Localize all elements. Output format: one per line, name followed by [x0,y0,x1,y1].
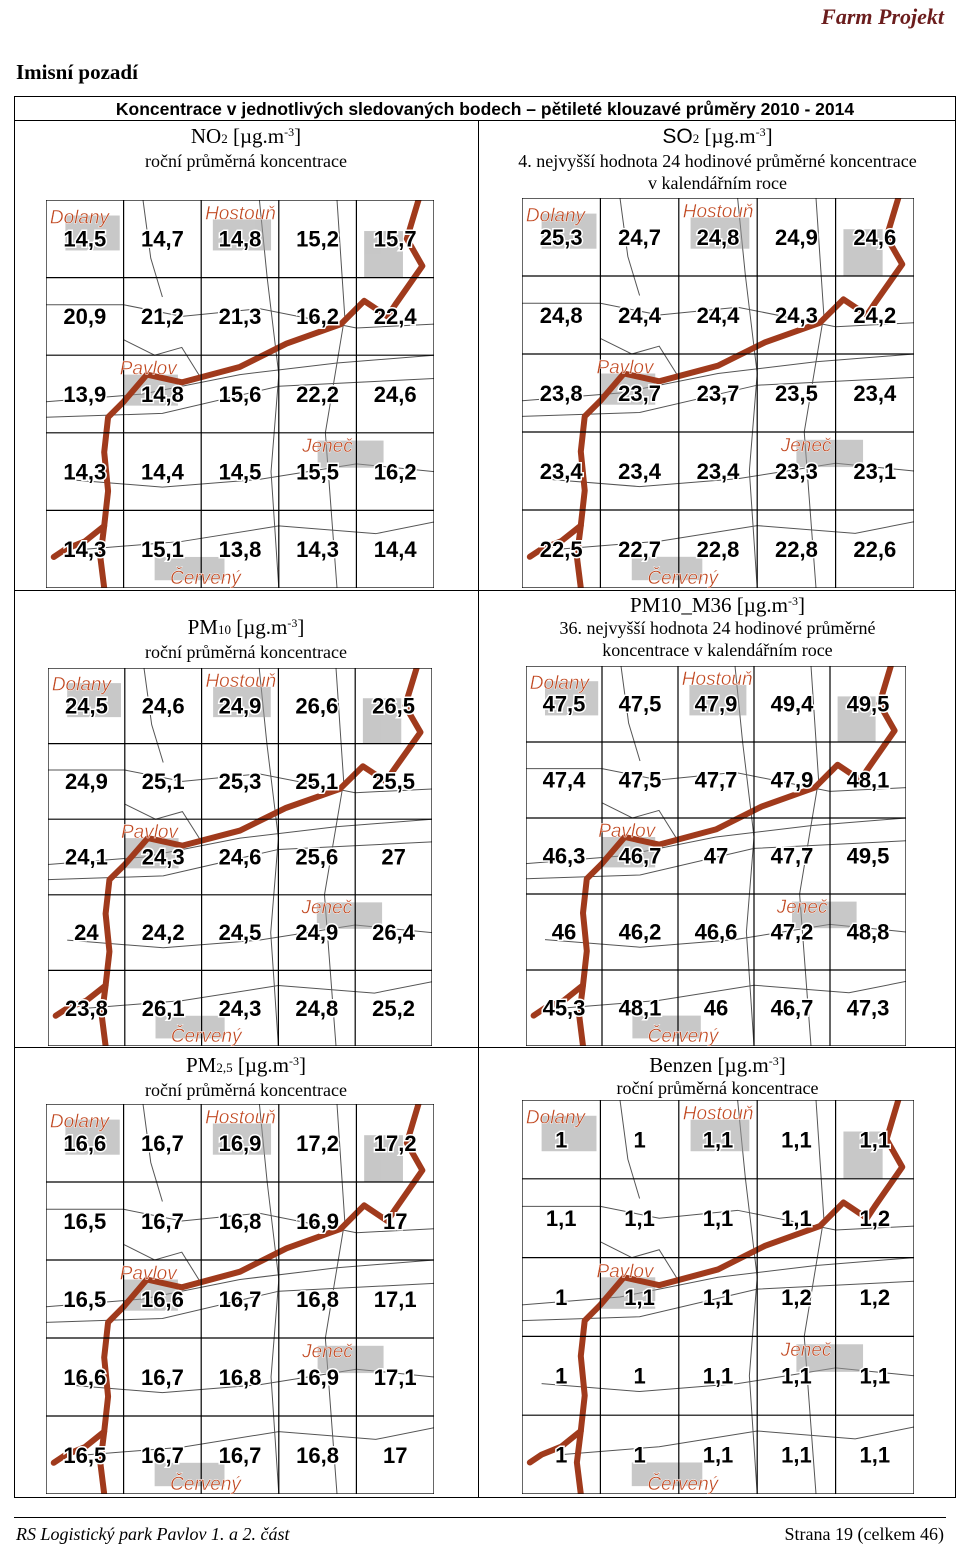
place-label-jenec: Jeneč [301,897,353,919]
place-label-jenec: Jeneč [302,436,353,458]
cell-value: 1,1 [545,1206,577,1232]
pollutant-subscript: 10 [217,622,231,637]
unit-close: ] [797,593,805,617]
unit-close: ] [765,124,773,148]
cell-value: 24,9 [64,768,108,794]
cell-value: 16,5 [63,1208,107,1234]
map-canvas [522,198,914,588]
panel-description: 4. nejvyšší hodnota 24 hodinové průměrné koncentrace [518,151,917,171]
cell-value: 47,2 [770,919,814,945]
panel-title-pm10 [14,612,478,663]
panel-title-benzen [479,1050,956,1099]
pollutant-name: NO [190,124,222,148]
cell-value: 1,1 [859,1127,891,1153]
place-label-jenec: Jeneč [302,1341,353,1363]
place-label-hostoun: Hostouň [682,201,754,223]
cell-value: 16,8 [218,1208,262,1234]
cell-value: 26,1 [141,995,185,1021]
cell-value: 13,9 [63,381,107,407]
place-label-jenec: Jeneč [780,435,832,457]
cell-value: 48,1 [846,767,890,793]
cell-value: 47,3 [846,995,890,1021]
cell-value: 24,6 [218,844,262,870]
cell-value: 24,9 [218,693,262,719]
cell-value: 17,1 [373,1364,417,1390]
cell-value: 1,2 [859,1206,891,1232]
pollutant-subscript: 2,5 [216,1060,233,1075]
place-label-dolany: Dolany [525,1107,586,1129]
cell-value: 26,6 [295,693,339,719]
panel-description: roční průměrná koncentrace [616,1078,819,1098]
cell-value: 16,9 [218,1130,262,1156]
cell-value: 1,1 [624,1206,655,1232]
cell-value: 24,1 [64,844,108,870]
cell-value: 1,1 [702,1127,734,1153]
panel-description-cont: koncentrace v kalendářním roce [602,640,833,660]
cell-value: 16,2 [296,304,340,330]
cell-value: 20,9 [63,304,107,330]
cell-value: 16,7 [218,1286,262,1312]
cell-value: 1,1 [702,1284,734,1310]
cell-value: 16,7 [140,1130,184,1156]
concentration-map-pm10m36 [526,666,906,1046]
cell-value: 1,1 [781,1206,812,1232]
cell-value: 24,8 [539,302,583,328]
cell-value: 23,4 [696,458,740,484]
road [259,668,278,1046]
cell-value: 24,8 [696,224,740,250]
place-label-hostoun: Hostouň [681,669,753,690]
cell-value: 1 [555,1442,568,1468]
cell-value: 45,3 [542,995,586,1021]
cell-value: 23,8 [64,995,108,1021]
cell-value: 1,1 [624,1284,655,1310]
cell-value: 15,2 [296,226,340,252]
cell-value: 46,2 [618,919,662,945]
place-label-hostoun: Hostouň [682,1103,754,1125]
cell-value: 15,1 [140,536,184,562]
cell-value: 24,5 [64,693,108,719]
road [738,198,758,588]
cell-value: 14,4 [373,536,417,562]
concentration-map-so2 [522,198,914,588]
cell-value: 46,7 [770,995,814,1021]
panel-description: roční průměrná koncentrace [145,151,347,171]
cell-value: 23,4 [618,458,662,484]
panel-description: roční průměrná koncentrace [145,1080,347,1100]
cell-value: 23,3 [774,458,818,484]
cell-value: 22,4 [373,304,417,330]
cell-value: 47,9 [694,691,738,717]
unit-exponent: -3 [755,125,766,139]
cell-value: 16,5 [63,1286,107,1312]
section-title: Imisní pozadí [16,60,138,84]
cell-value: 17,1 [373,1286,417,1312]
panel-unit-line [14,612,478,641]
place-label-dolany: Dolany [525,205,586,227]
place-label-pavlov: Pavlov [596,1261,654,1283]
cell-value: 16,7 [140,1364,184,1390]
cell-value: 25,2 [372,995,416,1021]
cell-value: 1,1 [859,1442,891,1468]
cell-value: 14,8 [140,381,184,407]
place-label-dolany: Dolany [49,207,110,229]
unit-label: [µg.m [227,124,285,148]
cell-value: 1 [633,1127,646,1153]
unit-label: [µg.m [699,124,756,148]
concentration-map-no2 [46,200,434,588]
row-divider [14,1047,956,1048]
cell-value: 15,5 [296,459,340,485]
cell-value: 23,4 [853,380,897,406]
panel-title-no2 [14,121,478,172]
place-label-pavlov: Pavlov [119,358,177,380]
cell-value: 47,5 [542,691,586,717]
cell-value: 24,4 [696,302,740,328]
unit-exponent: -3 [287,616,298,630]
cell-value: 1,2 [859,1284,891,1310]
place-label-jenec: Jeneč [780,1340,832,1362]
unit-close: ] [778,1053,786,1077]
cell-value: 16,6 [63,1364,107,1390]
concentration-map-pm10 [48,668,432,1046]
road [738,1100,758,1494]
pollutant-name: Benzen [649,1053,713,1077]
cell-value: 1 [633,1363,646,1389]
panel-description: 36. nejvyšší hodnota 24 hodinové průměrné [559,618,876,638]
cell-value: 1,1 [859,1363,891,1389]
panel-unit-line [479,590,956,617]
pollutant-name: SO [662,125,693,148]
cell-value: 1,1 [702,1442,734,1468]
place-label-cerveny: Červený [647,1026,719,1046]
cell-value: 47,7 [694,767,738,793]
place-label-jenec: Jeneč [776,897,828,918]
cell-value: 17,2 [373,1130,417,1156]
panel-unit-line [14,1050,478,1079]
unit-label: [µg.m [232,1053,290,1077]
place-label-dolany: Dolany [529,672,589,694]
cell-value: 21,2 [140,304,184,330]
footer-document-title: RS Logistický park Pavlov 1. a 2. část [16,1524,290,1544]
cell-value: 25,5 [372,768,416,794]
cell-value: 48,8 [846,919,890,945]
pollutant-name: PM [187,615,218,639]
unit-label: [µg.m [712,1053,769,1077]
cell-value: 23,4 [539,458,583,484]
panel-description: roční průměrná koncentrace [145,642,347,662]
cell-value: 21,3 [218,304,262,330]
planned-route-branch [577,1431,581,1494]
cell-value: 22,6 [853,536,897,562]
cell-value: 24,8 [295,995,339,1021]
cell-value: 13,8 [218,536,262,562]
company-name: Farm Projekt [821,4,944,29]
cell-value: 14,7 [140,226,184,252]
cell-value: 24,3 [774,302,818,328]
cell-value: 14,5 [218,459,262,485]
cell-value: 23,1 [853,458,897,484]
unit-exponent: -3 [787,594,798,608]
cell-value: 1,1 [702,1206,734,1232]
footer-page-number: Strana 19 (celkem 46) [784,1524,944,1544]
cell-value: 1,1 [781,1363,812,1389]
cell-value: 22,7 [618,536,662,562]
cell-value: 24,2 [141,920,185,946]
cell-value: 23,7 [696,380,740,406]
cell-value: 46,3 [542,843,586,869]
cell-value: 24,5 [218,920,262,946]
concentration-map-benzen [522,1100,914,1494]
cell-value: 16,7 [140,1442,184,1468]
cell-value: 25,1 [295,768,339,794]
cell-value: 22,2 [296,381,340,407]
panel-title-so2 [479,121,956,194]
cell-value: 16,8 [296,1286,340,1312]
footer-divider [14,1517,946,1518]
panel-title-pm10m36 [479,590,956,661]
cell-value: 24,6 [853,224,897,250]
cell-value: 24,3 [141,844,185,870]
cell-value: 46 [703,995,729,1021]
cell-value: 27 [381,844,406,870]
cell-value: 17 [382,1208,408,1234]
cell-value: 1 [633,1442,646,1468]
cell-value: 14,4 [140,459,184,485]
cell-value: 24,9 [774,224,818,250]
unit-exponent: -3 [289,1054,300,1068]
cell-value: 23,7 [618,380,662,406]
cell-value: 48,1 [618,995,662,1021]
cell-value: 1,1 [702,1363,734,1389]
panel-description-cont: v kalendářním roce [648,173,787,193]
unit-exponent: -3 [768,1054,779,1068]
cell-value: 14,8 [218,226,262,252]
place-label-cerveny: Červený [170,568,241,588]
cell-value: 47,4 [542,767,586,793]
concentration-map-pm25 [46,1104,434,1494]
place-label-cerveny: Červený [647,568,719,588]
place-label-pavlov: Pavlov [120,822,178,844]
cell-value: 1 [555,1127,568,1153]
place-label-cerveny: Červený [647,1474,719,1494]
cell-value: 15,6 [218,381,262,407]
pollutant-name: PM [185,1053,217,1077]
cell-value: 23,5 [774,380,818,406]
cell-value: 17,2 [296,1130,340,1156]
cell-value: 14,3 [63,459,107,485]
cell-value: 46,7 [618,843,662,869]
cell-value: 47,7 [770,843,814,869]
cell-value: 1,1 [781,1442,812,1468]
cell-value: 16,7 [218,1442,262,1468]
cell-value: 24,6 [141,693,185,719]
panel-title-pm25 [14,1050,478,1101]
place-label-hostoun: Hostouň [205,203,276,225]
place-label-dolany: Dolany [51,674,111,696]
cell-value: 1 [555,1284,568,1310]
map-canvas [526,666,906,1046]
cell-value: 24,2 [853,302,897,328]
cell-value: 22,8 [774,536,818,562]
cell-value: 24,7 [618,224,662,250]
place-label-pavlov: Pavlov [596,357,654,379]
cell-value: 47 [703,843,729,869]
cell-value: 22,5 [539,536,583,562]
cell-value: 49,5 [846,843,890,869]
cell-value: 24,6 [373,381,417,407]
cell-value: 14,3 [296,536,340,562]
cell-value: 16,6 [63,1130,107,1156]
cell-value: 16,9 [296,1208,340,1234]
cell-value: 16,5 [63,1442,107,1468]
cell-value: 1,1 [781,1127,812,1153]
cell-value: 16,9 [296,1364,340,1390]
cell-value: 49,5 [846,691,890,717]
cell-value: 47,9 [770,767,814,793]
cell-value: 23,8 [539,380,583,406]
cell-value: 24 [74,920,99,946]
cell-value: 26,5 [372,693,416,719]
cell-value: 16,6 [140,1286,184,1312]
map-canvas [522,1100,914,1494]
place-label-pavlov: Pavlov [598,821,656,842]
cell-value: 14,3 [63,536,107,562]
table-caption: Koncentrace v jednotlivých sledovaných bodech – pětileté klouzavé průměry 2010 - 2014 [14,97,956,121]
panel-unit-line [14,121,478,150]
pollutant-name: PM10_M36 [630,593,732,617]
cell-value: 14,5 [63,226,107,252]
cell-value: 25,3 [218,768,262,794]
cell-value: 16,7 [140,1208,184,1234]
unit-close: ] [299,1053,307,1077]
column-divider [478,121,479,1497]
cell-value: 25,6 [295,844,339,870]
cell-value: 49,4 [770,691,814,717]
road [259,200,278,588]
panel-unit-line [479,121,956,150]
cell-value: 17 [382,1442,408,1468]
cell-value: 46 [551,919,577,945]
cell-value: 24,4 [618,302,662,328]
map-canvas [46,1104,434,1494]
place-label-hostoun: Hostouň [205,670,277,692]
place-label-pavlov: Pavlov [119,1263,177,1285]
cell-value: 24,9 [295,920,339,946]
cell-value: 25,3 [539,224,583,250]
cell-value: 16,2 [373,459,417,485]
road [259,1104,278,1494]
unit-exponent: -3 [284,125,295,139]
panel-unit-line [479,1050,956,1077]
pollutant-subscript: 2 [692,131,700,146]
cell-value: 47,5 [618,691,662,717]
map-canvas [48,668,432,1046]
cell-value: 25,1 [141,768,185,794]
place-label-dolany: Dolany [49,1111,110,1133]
cell-value: 26,4 [372,920,416,946]
place-label-hostoun: Hostouň [205,1107,276,1129]
cell-value: 22,8 [696,536,740,562]
map-canvas [46,200,434,588]
cell-value: 16,8 [218,1364,262,1390]
unit-close: ] [294,124,302,148]
cell-value: 46,6 [694,919,738,945]
cell-value: 16,8 [296,1442,340,1468]
road [735,666,754,1046]
pollutant-subscript: 2 [221,131,228,146]
unit-close: ] [297,615,305,639]
place-label-cerveny: Červený [170,1026,242,1046]
place-label-cerveny: Červený [170,1474,241,1494]
cell-value: 1 [555,1363,568,1389]
cell-value: 24,3 [218,995,262,1021]
cell-value: 15,7 [373,226,417,252]
unit-label: [µg.m [731,593,788,617]
cell-value: 1,2 [781,1284,812,1310]
cell-value: 47,5 [618,767,662,793]
unit-label: [µg.m [230,615,288,639]
